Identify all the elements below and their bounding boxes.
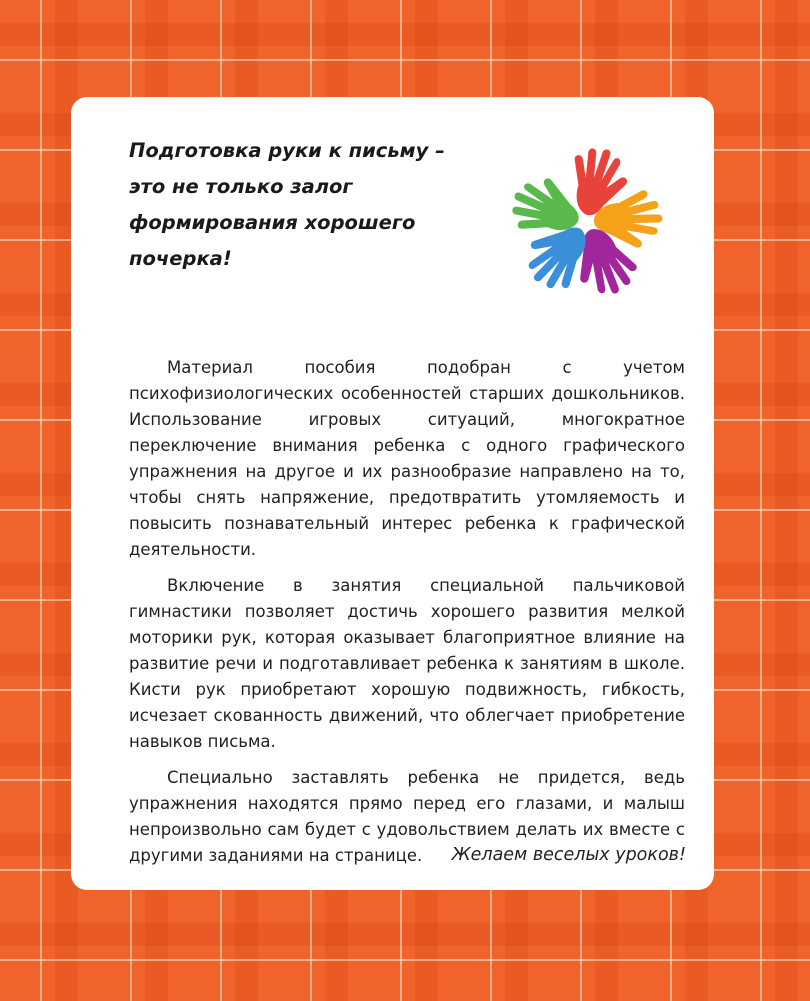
heading-line-4: почерка! <box>129 247 232 270</box>
paragraph-3: Специально заставлять ребенка не придется, ведь упражнения находятся прямо перед его глазами, и малыш непроизвольно сам будет с удовольствием делать их вместе с другими заданиями на странице. <box>129 768 685 865</box>
paragraph-1: Материал пособия подобран с учетом психофизиологических особенностей старших дошкольников. Использование игровых ситуаций, многократное переключение внимания ребенка с одного графического упражнения на другое и их разнообразие направлено на то, чтобы снять напряжение, предотвратить утомляемость и повысить познавательный интерес ребенка к графической деятельности. <box>129 358 685 559</box>
body-text <box>129 355 685 879</box>
heading-line-1: Подготовка руки к письму – <box>129 139 445 162</box>
heading-line-3: формирования хорошего <box>129 211 416 234</box>
heading-line-2: это не только залог <box>129 175 353 198</box>
closing-line: Желаем веселых уроков! <box>451 845 686 865</box>
page-heading <box>129 133 459 277</box>
paragraph-2: Включение в занятия специальной пальчиковой гимнастики позволяет достичь хорошего развития мелкой моторики рук, которая оказывает благоприятное влияние на развитие речи и подготавливает ребенка к занятиям в школе. Кисти рук приобретают хорошую подвижность, гибкость, исчезает скованность движений, что облегчает приобретение навыков письма. <box>129 576 685 751</box>
colorful-hands-icon <box>496 135 676 305</box>
content-card <box>71 97 714 890</box>
